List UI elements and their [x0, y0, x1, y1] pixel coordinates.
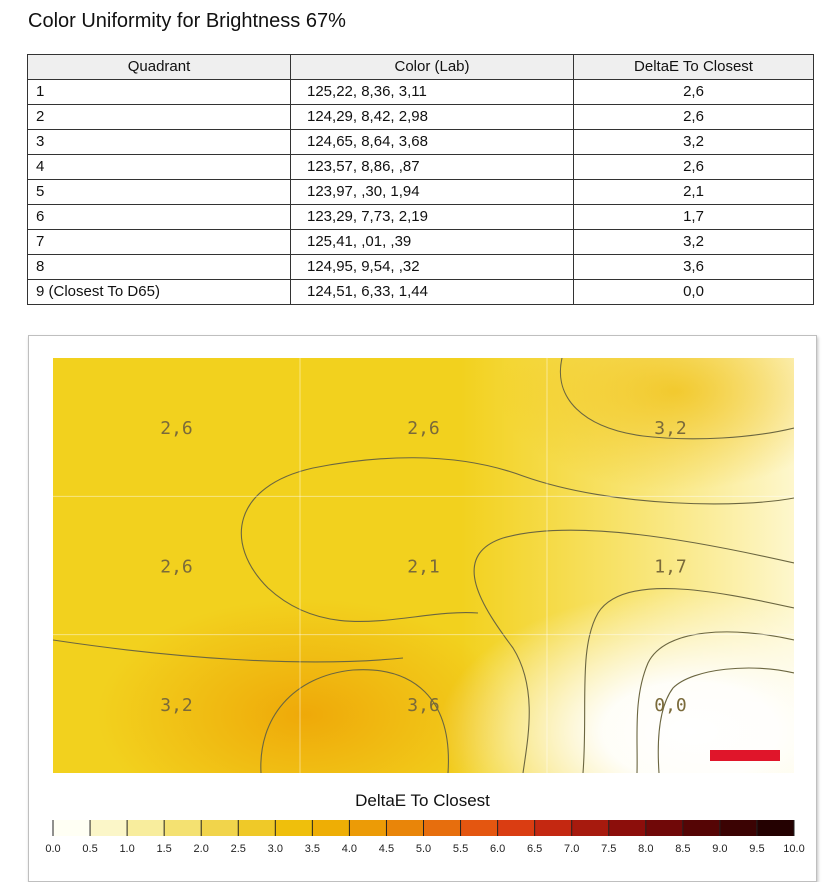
colorbar-tick-label: 3.0: [267, 843, 283, 855]
colorbar-tick-label: 9.5: [749, 843, 765, 855]
cell-lab: 124,95, 9,54, ,32: [291, 255, 574, 280]
cell-deltae: 3,2: [574, 230, 814, 255]
cell-lab: 125,41, ,01, ,39: [291, 230, 574, 255]
cell-quadrant: 3: [28, 130, 291, 155]
colorbar-segment: [535, 820, 573, 836]
quadrant-value-label: 3,2: [160, 694, 193, 716]
colorbar-segment: [720, 820, 758, 836]
table-row: [28, 105, 814, 130]
colorbar-tick-label: 1.0: [119, 843, 135, 855]
colorbar-segment: [349, 820, 387, 836]
table-header-row: [28, 55, 814, 80]
colorbar-segment: [238, 820, 276, 836]
table-row: [28, 130, 814, 155]
colorbar-segment: [127, 820, 165, 836]
colorbar-segment: [498, 820, 536, 836]
colorbar-tick-label: 7.0: [564, 843, 580, 855]
uniformity-chart: [28, 335, 817, 882]
cell-quadrant: 6: [28, 205, 291, 230]
colorbar-segment: [312, 820, 350, 836]
colorbar-segment: [461, 820, 499, 836]
cell-quadrant: 9 (Closest To D65): [28, 280, 291, 305]
colorbar-tick-label: 9.0: [712, 843, 728, 855]
header-deltae: DeltaE To Closest: [574, 55, 814, 80]
quadrant-value-label: 2,6: [160, 556, 193, 578]
colorbar-segment: [683, 820, 721, 836]
quadrant-value-label: 1,7: [654, 556, 687, 578]
cell-quadrant: 7: [28, 230, 291, 255]
watermark-bar: [710, 750, 780, 761]
colorbar-tick-label: 7.5: [601, 843, 617, 855]
cell-lab: 123,97, ,30, 1,94: [291, 180, 574, 205]
cell-lab: 124,29, 8,42, 2,98: [291, 105, 574, 130]
colorbar-segment: [646, 820, 684, 836]
colorbar-tick-label: 10.0: [783, 843, 805, 855]
cell-quadrant: 2: [28, 105, 291, 130]
table-row: [28, 205, 814, 230]
cell-quadrant: 1: [28, 80, 291, 105]
colorbar-segment: [164, 820, 202, 836]
cell-lab: 124,65, 8,64, 3,68: [291, 130, 574, 155]
quadrant-value-label: 2,6: [160, 418, 193, 440]
table-row: [28, 180, 814, 205]
quadrant-value-label: 3,2: [654, 418, 687, 440]
colorbar-tick-label: 2.5: [230, 843, 246, 855]
cell-deltae: 3,6: [574, 255, 814, 280]
cell-quadrant: 5: [28, 180, 291, 205]
table-row: [28, 255, 814, 280]
table-row: [28, 280, 814, 305]
table-row: [28, 80, 814, 105]
cell-quadrant: 8: [28, 255, 291, 280]
colorbar-tick-label: 0.5: [82, 843, 98, 855]
cell-lab: 123,29, 7,73, 2,19: [291, 205, 574, 230]
colorbar-segment: [201, 820, 239, 836]
quadrant-value-label: 2,6: [407, 418, 440, 440]
cell-deltae: 2,6: [574, 155, 814, 180]
colorbar-tick-label: 6.5: [527, 843, 543, 855]
quadrant-value-label: 0,0: [654, 694, 687, 716]
cell-lab: 124,51, 6,33, 1,44: [291, 280, 574, 305]
cell-deltae: 1,7: [574, 205, 814, 230]
table-row: [28, 155, 814, 180]
colorbar-segment: [53, 820, 91, 836]
quadrant-value-label: 3,6: [407, 694, 440, 716]
colorbar-tick-label: 0.0: [45, 843, 61, 855]
colorbar-tick-label: 8.0: [638, 843, 654, 855]
page-title: Color Uniformity for Brightness 67%: [28, 10, 346, 32]
header-quadrant: Quadrant: [28, 55, 291, 80]
heatmap-plot: [53, 358, 794, 773]
cell-deltae: 2,6: [574, 80, 814, 105]
colorbar-tick-label: 4.5: [378, 843, 395, 855]
colorbar-tick-label: 5.5: [452, 843, 469, 855]
colorbar-segment: [275, 820, 313, 836]
colorbar-segment: [757, 820, 795, 836]
color-lab-table: [27, 54, 814, 305]
cell-deltae: 2,1: [574, 180, 814, 205]
colorbar-segment: [424, 820, 462, 836]
colorbar-tick-label: 4.0: [341, 843, 358, 855]
colorbar-tick-label: 1.5: [156, 843, 172, 855]
colorbar-tick-label: 5.0: [415, 843, 432, 855]
colorbar-title: DeltaE To Closest: [355, 791, 490, 810]
colorbar-segment: [572, 820, 610, 836]
colorbar-segment: [90, 820, 128, 836]
header-color-lab: Color (Lab): [291, 55, 574, 80]
cell-quadrant: 4: [28, 155, 291, 180]
cell-lab: 125,22, 8,36, 3,11: [291, 80, 574, 105]
cell-lab: 123,57, 8,86, ,87: [291, 155, 574, 180]
colorbar-segment: [609, 820, 647, 836]
cell-deltae: 3,2: [574, 130, 814, 155]
cell-deltae: 2,6: [574, 105, 814, 130]
colorbar-tick-label: 3.5: [304, 843, 320, 855]
quadrant-value-label: 2,1: [407, 556, 440, 578]
colorbar-tick-label: 2.0: [193, 843, 209, 855]
colorbar-segment: [386, 820, 424, 836]
colorbar-tick-label: 8.5: [675, 843, 691, 855]
colorbar-tick-label: 6.0: [489, 843, 506, 855]
table-row: [28, 230, 814, 255]
colorbar: [29, 816, 816, 876]
cell-deltae: 0,0: [574, 280, 814, 305]
